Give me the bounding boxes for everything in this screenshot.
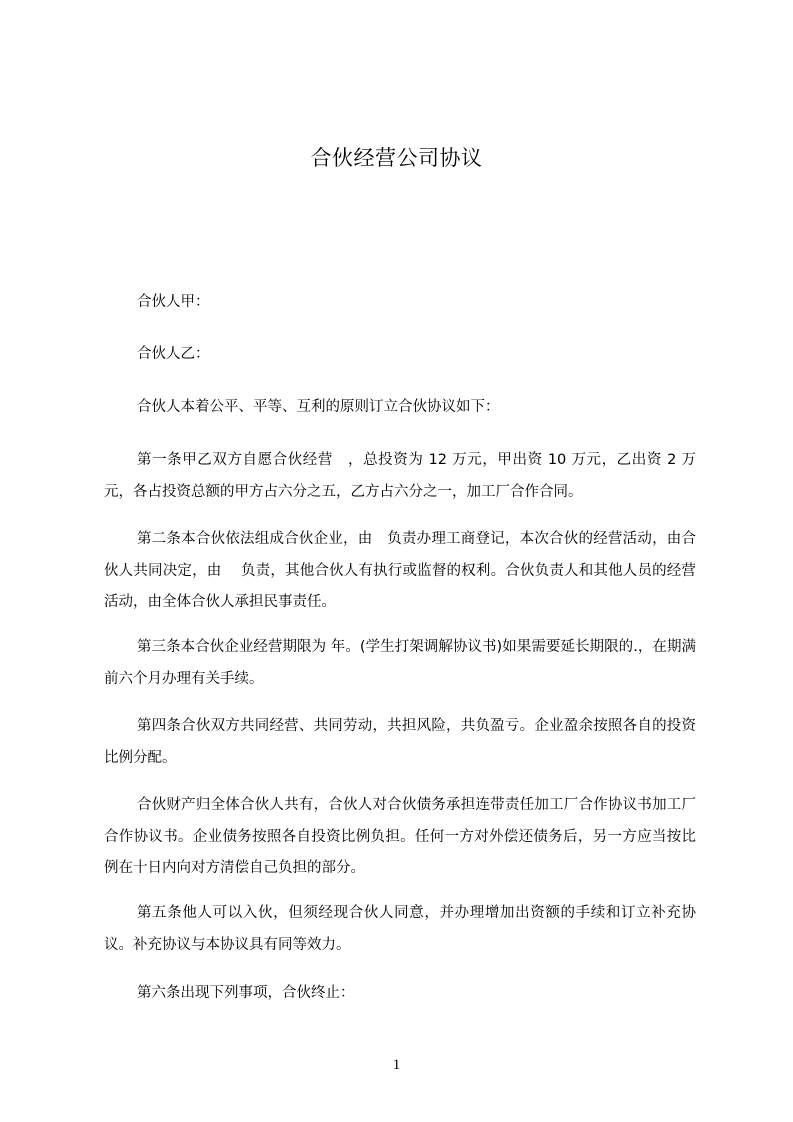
article-4-paragraph: 第四条合伙双方共同经营、共同劳动，共担风险，共负盈亏。企业盈余按照各自的投资比例分配。 [104, 718, 696, 766]
article-6-paragraph: 第六条出现下列事项，合伙终止： [137, 985, 355, 1001]
partner-a-line: 合伙人甲： [137, 294, 210, 310]
partnership-property-paragraph: 合伙财产归全体合伙人共有，合伙人对合伙债务承担连带责任加工厂合作协议书加工厂合作协议书。企业债务按照各自投资比例负担。任何一方对外偿还债务后，另一方应当按比例在十日内向对方清偿自己负担的部分。 [104, 797, 696, 876]
partner-b-line: 合伙人乙： [137, 346, 210, 362]
document-title: 合伙经营公司协议 [310, 146, 483, 170]
article-3-paragraph: 第三条本合伙企业经营期限为 年。(学生打架调解协议书)如果需要延长期限的.，在期满前六个月办理有关手续。 [104, 639, 696, 687]
article-5-paragraph: 第五条他人可以入伙，但须经现合伙人同意，并办理增加出资额的手续和订立补充协议。补充协议与本协议具有同等效力。 [104, 905, 696, 953]
preamble-paragraph: 合伙人本着公平、平等、互利的原则订立合伙协议如下： [137, 399, 500, 415]
article-1-paragraph: 第一条甲乙双方自愿合伙经营 ，总投资为 12 万元，甲出资 10 万元，乙出资 2 万元，各占投资总额的甲方占六分之五，乙方占六分之一，加工厂合作合同。 [104, 452, 696, 500]
article-2-paragraph: 第二条本合伙依法组成合伙企业，由 负责办理工商登记，本次合伙的经营活动，由合伙人共同决定，由 负责，其他合伙人有执行或监督的权利。合伙负责人和其他人员的经营活动，由全体合伙人承担民事责任。 [104, 531, 696, 610]
page-number: 1 [392, 1057, 401, 1073]
